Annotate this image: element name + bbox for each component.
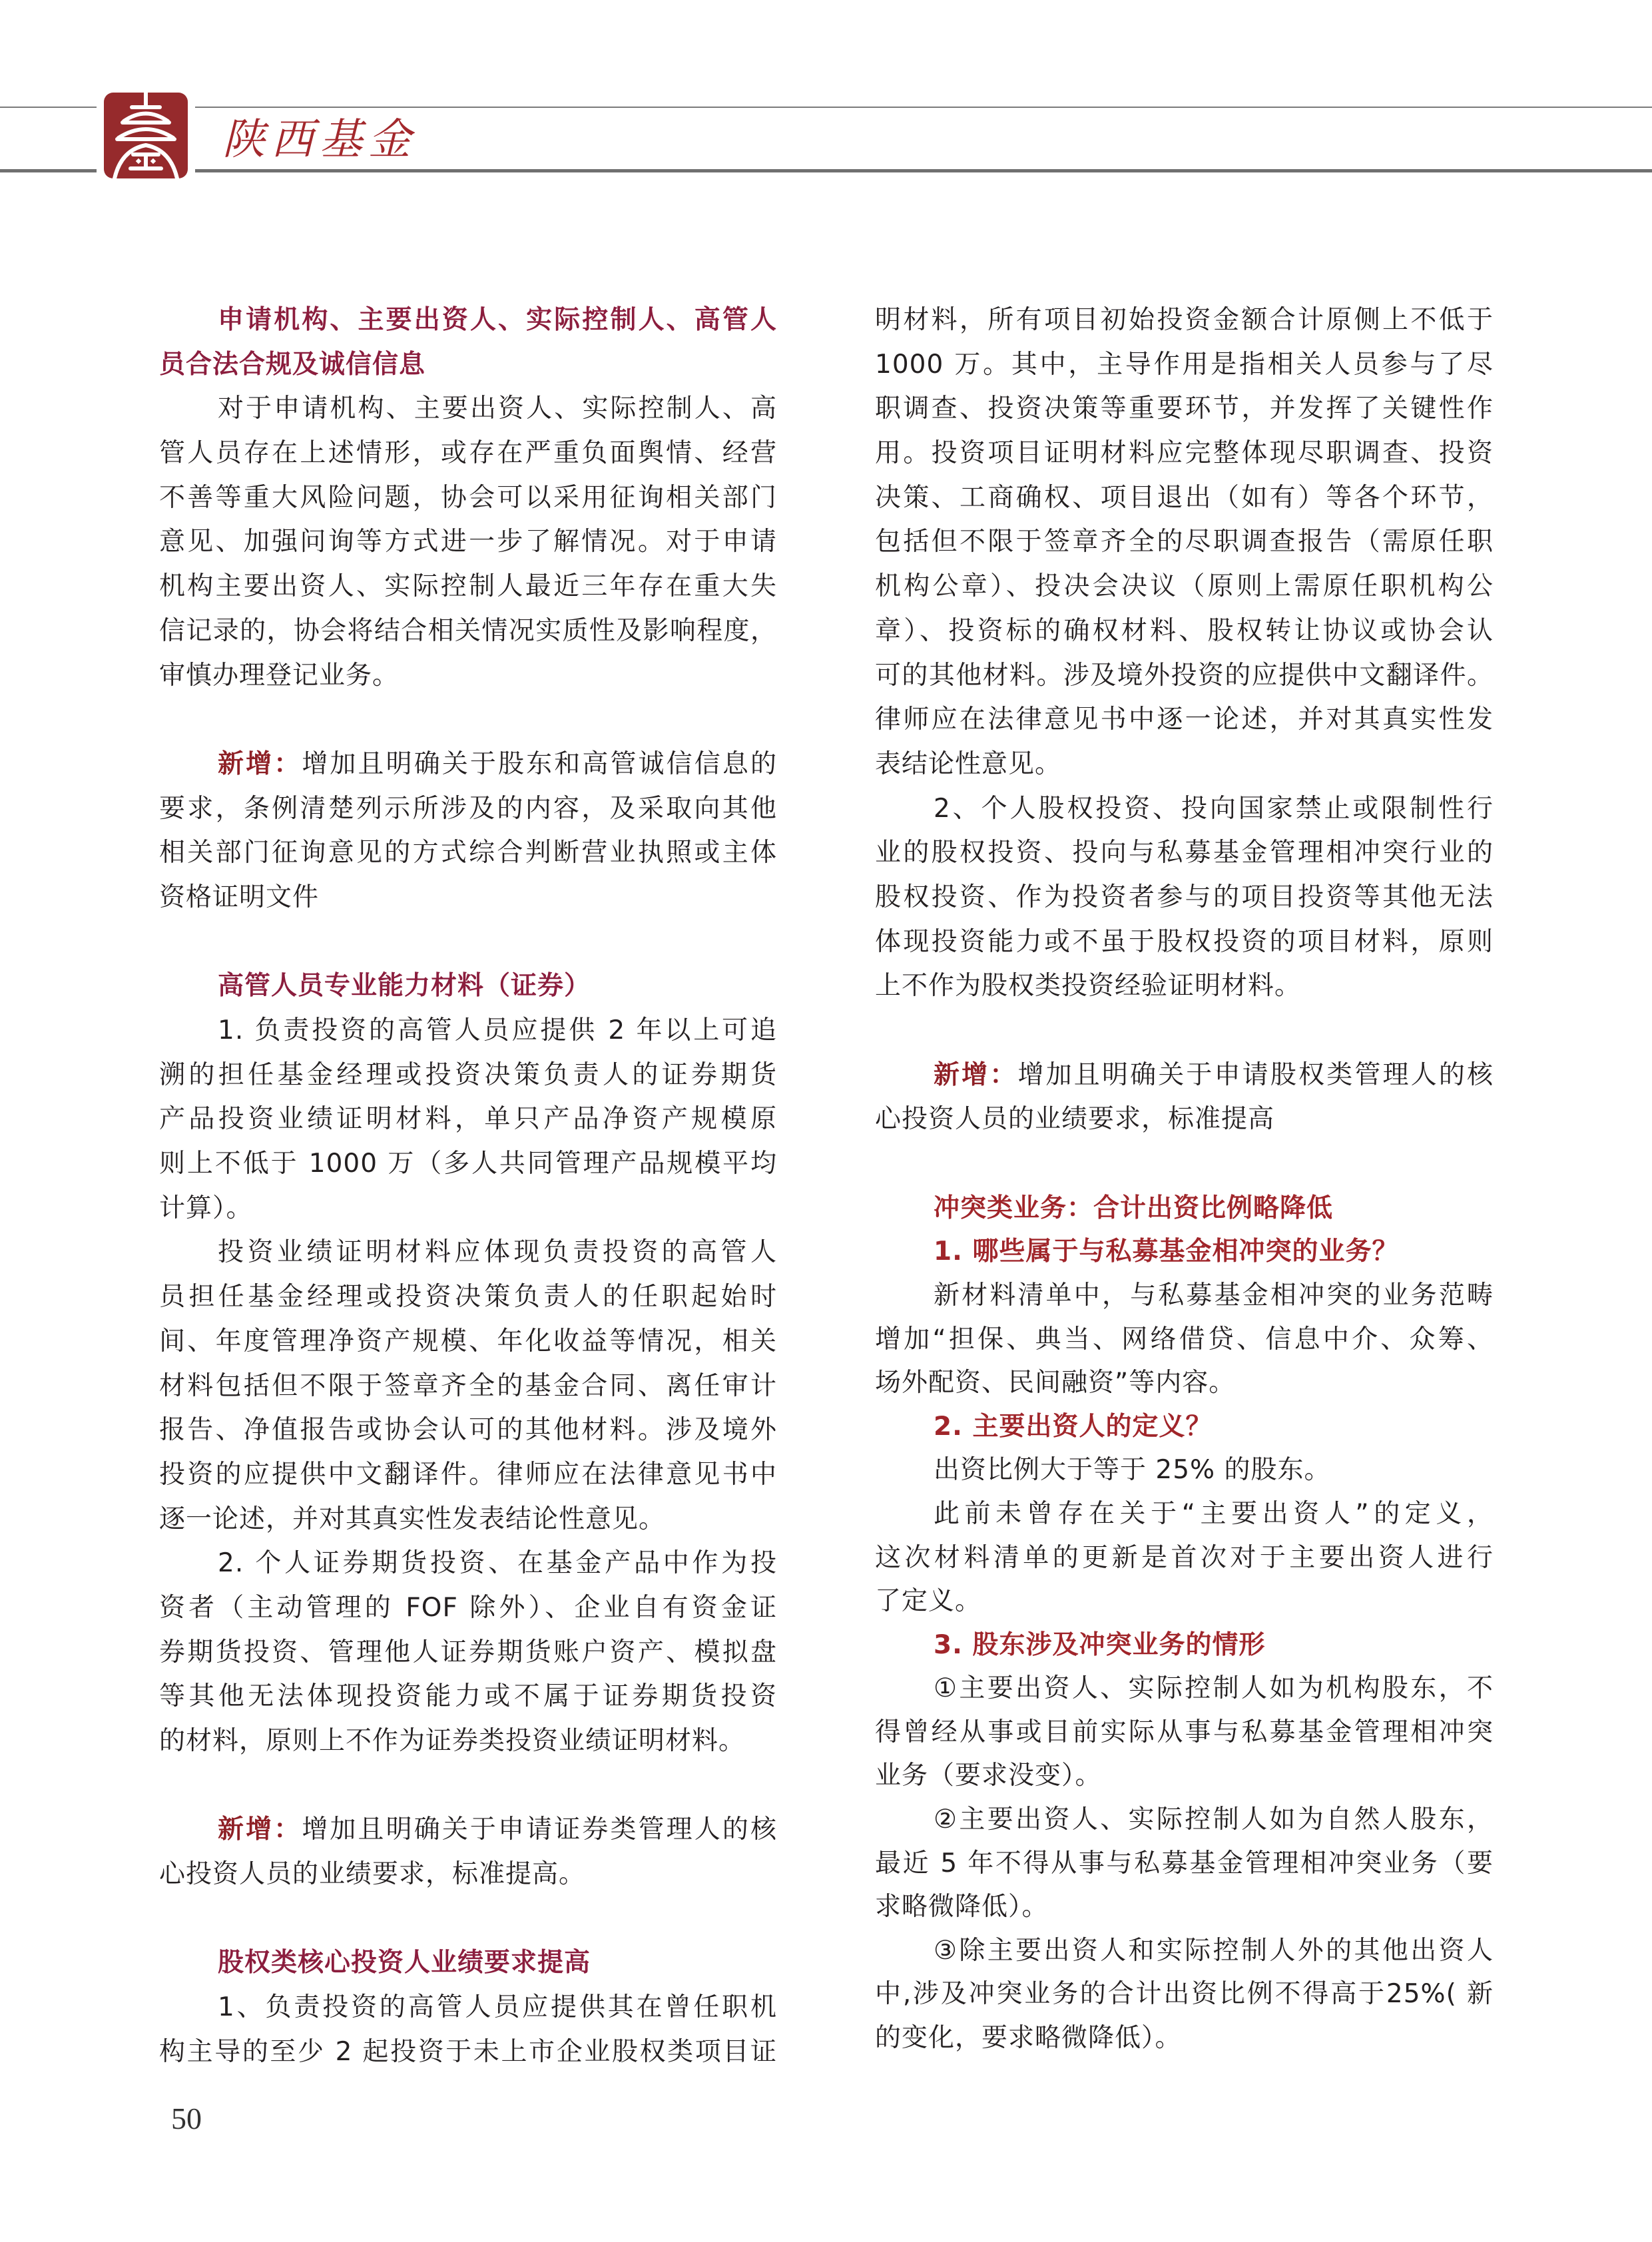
new-addition-label: 新增：: [218, 748, 302, 779]
paragraph: [875, 1448, 1494, 1492]
paragraph: [875, 787, 1494, 1009]
text-line: 投资的应提供中文翻译件。律师应在法律意见书中: [159, 1459, 777, 1490]
text-line: 2. 主要出资人的定义？: [934, 1411, 1213, 1442]
text-line: 机构主要出资人、实际控制人最近三年存在重大失: [159, 571, 777, 602]
article-section: [875, 1053, 1494, 1142]
text-line: 间、年度管理净资产规模、年化收益等情况，相关: [159, 1326, 777, 1356]
text-line: 律师应在法律意见书中逐一论述，并对其真实性发: [875, 704, 1494, 735]
text-line: 明材料，所有项目初始投资金额合计原侧上不低于: [875, 305, 1494, 335]
text-line: 上不作为股权类投资经验证明材料。: [875, 971, 1302, 1001]
text-line: [159, 742, 777, 787]
text-line: ③除主要出资人和实际控制人外的其他出资人: [934, 1935, 1494, 1966]
text-line: 1. 哪些属于与私募基金相冲突的业务？: [934, 1237, 1399, 1267]
text-line: 中,涉及冲突业务的合计出资比例不得高于25%( 新: [875, 1979, 1494, 2010]
paragraph: [875, 1492, 1494, 1623]
text-line: 计算）。: [159, 1193, 253, 1223]
article-section: [159, 742, 777, 920]
header-rule-bottom: [195, 169, 1652, 172]
text-line: 最近 5 年不得从事与私募基金管理相冲突业务（要: [875, 1848, 1494, 1878]
section-heading: [159, 964, 777, 1009]
text-line: 管人员存在上述情形，或存在严重负面舆情、经营: [159, 438, 777, 469]
text-line: 业的股权投资、投向与私募基金管理相冲突行业的: [875, 838, 1494, 868]
text-line: 业务（要求没变）。: [875, 1761, 1102, 1791]
text-line: 信记录的，协会将结合相关情况实质性及影响程度，: [159, 615, 777, 646]
text-line: 2、个人股权投资、投向国家禁止或限制性行: [934, 793, 1494, 824]
text-line: 新材料清单中，与私募基金相冲突的业务范畴: [934, 1280, 1494, 1310]
text-line: 申请机构、主要出资人、实际控制人、高管人: [218, 305, 777, 335]
text-line: 场外配资、民间融资”等内容。: [875, 1368, 1236, 1398]
text-line: 1000 万。其中，主导作用是指相关人员参与了尽: [875, 349, 1494, 380]
text-line: 产品投资业绩证明材料，单只产品净资产规模原: [159, 1104, 777, 1135]
text-line: 心投资人员的业绩要求，标准提高: [875, 1104, 1275, 1135]
article-section: [159, 298, 777, 698]
article-section: [159, 1941, 777, 2074]
note-text: 增加且明确关于申请股权类管理人的核: [1017, 1059, 1494, 1090]
text-line: 员合法合规及诚信信息: [159, 349, 426, 380]
text-line: 等其他无法体现投资能力或不属于证券期货投资: [159, 1681, 777, 1712]
section-heading: [875, 1187, 1494, 1231]
section-heading: [159, 1941, 777, 1986]
text-line: 决策、工商确权、项目退出（如有）等各个环节，: [875, 482, 1494, 513]
section-heading: [159, 298, 777, 387]
text-line: 构主导的至少 2 起投资于未上市企业股权类项目证: [159, 2036, 777, 2067]
header-rule-bottom: [0, 169, 97, 172]
paragraph: [159, 1009, 777, 1231]
article-section: [875, 298, 1494, 1009]
article-section: [159, 964, 777, 1763]
text-line: 了定义。: [875, 1586, 982, 1617]
text-line: 对于申请机构、主要出资人、实际控制人、高: [218, 394, 777, 424]
text-line: 包括但不限于签章齐全的尽职调查报告（需原任职: [875, 527, 1494, 557]
paragraph: [875, 298, 1494, 787]
text-line: 资格证明文件: [159, 882, 320, 912]
text-line: 券期货投资、管理他人证券期货账户资产、模拟盘: [159, 1637, 777, 1667]
text-line: 的变化，要求略微降低）。: [875, 2023, 1182, 2054]
text-line: 这次材料清单的更新是首次对于主要出资人进行: [875, 1542, 1494, 1573]
article-section: [875, 1187, 1494, 2060]
paragraph: [159, 387, 777, 698]
header-rule-top: [0, 107, 97, 108]
section-subheading: [875, 1623, 1494, 1667]
paragraph: [875, 1667, 1494, 1798]
text-line: 此前未曾存在关于“主要出资人”的定义，: [934, 1498, 1494, 1529]
new-addition-note: [159, 742, 777, 920]
text-line: ①主要出资人、实际控制人如为机构股东，不: [934, 1673, 1494, 1704]
text-line: 1. 负责投资的高管人员应提供 2 年以上可追: [218, 1015, 777, 1045]
note-text: 增加且明确关于申请证券类管理人的核: [302, 1815, 777, 1845]
note-text: 增加且明确关于股东和高管诚信信息的: [302, 748, 777, 779]
header-rule-top: [195, 107, 1652, 108]
text-line: 用。投资项目证明材料应完整体现尽职调查、投资: [875, 438, 1494, 469]
paragraph: [875, 1929, 1494, 2060]
text-line: 高管人员专业能力材料（证券）: [218, 971, 591, 1001]
text-line: 体现投资能力或不虽于股权投资的项目材料，原则: [875, 926, 1494, 957]
new-addition-label: 新增：: [934, 1059, 1018, 1090]
text-line: 的材料，原则上不作为证券类投资业绩证明材料。: [159, 1726, 746, 1756]
text-line: 心投资人员的业绩要求，标准提高。: [159, 1859, 586, 1890]
text-line: [159, 1808, 777, 1852]
text-line: 机构公章）、投决会决议（原则上需原任职机构公: [875, 571, 1494, 602]
text-line: 章）、投资标的确权材料、股权转让协议或协会认: [875, 615, 1494, 646]
text-line: 则上不低于 1000 万（多人共同管理产品规模平均: [159, 1149, 777, 1179]
text-line: 员担任基金经理或投资决策负责人的任职起始时: [159, 1282, 777, 1312]
text-line: 要求，条例清楚列示所涉及的内容，及采取向其他: [159, 793, 777, 824]
text-line: 审慎办理登记业务。: [159, 660, 400, 691]
new-addition-note: [875, 1053, 1494, 1142]
text-line: 3. 股东涉及冲突业务的情形: [934, 1629, 1266, 1660]
paragraph: [159, 1986, 777, 2074]
text-line: 不善等重大风险问题，协会可以采用征询相关部门: [159, 482, 777, 513]
paragraph: [159, 1231, 777, 1541]
text-line: 资者（主动管理的 FOF 除外）、企业自有资金证: [159, 1592, 777, 1623]
brand-name: 陕西基金: [222, 115, 417, 164]
text-line: 出资比例大于等于 25% 的股东。: [934, 1455, 1331, 1486]
text-line: [875, 1053, 1494, 1098]
text-line: 逐一论述，并对其真实性发表结论性意见。: [159, 1504, 666, 1534]
text-line: 冲突类业务：合计出资比例略降低: [934, 1193, 1334, 1223]
text-line: 溯的担任基金经理或投资决策负责人的证券期货: [159, 1059, 777, 1090]
paragraph: [159, 1541, 777, 1763]
text-line: 职调查、投资决策等重要环节，并发挥了关键性作: [875, 394, 1494, 424]
text-line: 求略微降低）。: [875, 1892, 1049, 1922]
pagoda-seal-icon: [104, 93, 188, 178]
text-line: 意见、加强问询等方式进一步了解情况。对于申请: [159, 527, 777, 557]
section-subheading: [875, 1405, 1494, 1449]
text-line: 股权投资、作为投资者参与的项目投资等其他无法: [875, 882, 1494, 912]
text-line: 2. 个人证券期货投资、在基金产品中作为投: [218, 1548, 777, 1579]
right-column: [875, 298, 1494, 2060]
new-addition-label: 新增：: [218, 1815, 302, 1845]
text-line: ②主要出资人、实际控制人如为自然人股东，: [934, 1805, 1494, 1835]
left-column: [159, 298, 777, 2075]
new-addition-note: [159, 1808, 777, 1896]
text-line: 可的其他材料。涉及境外投资的应提供中文翻译件。: [875, 660, 1494, 691]
text-line: 材料包括但不限于签章齐全的基金合同、离任审计: [159, 1370, 777, 1401]
text-line: 股权类核心投资人业绩要求提高: [218, 1948, 591, 1978]
text-line: 表结论性意见。: [875, 748, 1062, 779]
paragraph: [875, 1798, 1494, 1929]
text-line: 1、负责投资的高管人员应提供其在曾任职机: [218, 1992, 777, 2023]
text-line: 报告、净值报告或协会认可的其他材料。涉及境外: [159, 1415, 777, 1446]
text-line: 投资业绩证明材料应体现负责投资的高管人: [218, 1237, 777, 1268]
text-line: 增加“担保、典当、网络借贷、信息中介、众筹、: [875, 1324, 1494, 1354]
article-section: [159, 1808, 777, 1896]
text-line: 相关部门征询意见的方式综合判断营业执照或主体: [159, 838, 777, 868]
section-subheading: [875, 1230, 1494, 1274]
paragraph: [875, 1274, 1494, 1405]
page-number: 50: [171, 2102, 202, 2135]
text-line: 得曾经从事或目前实际从事与私募基金管理相冲突: [875, 1717, 1494, 1747]
